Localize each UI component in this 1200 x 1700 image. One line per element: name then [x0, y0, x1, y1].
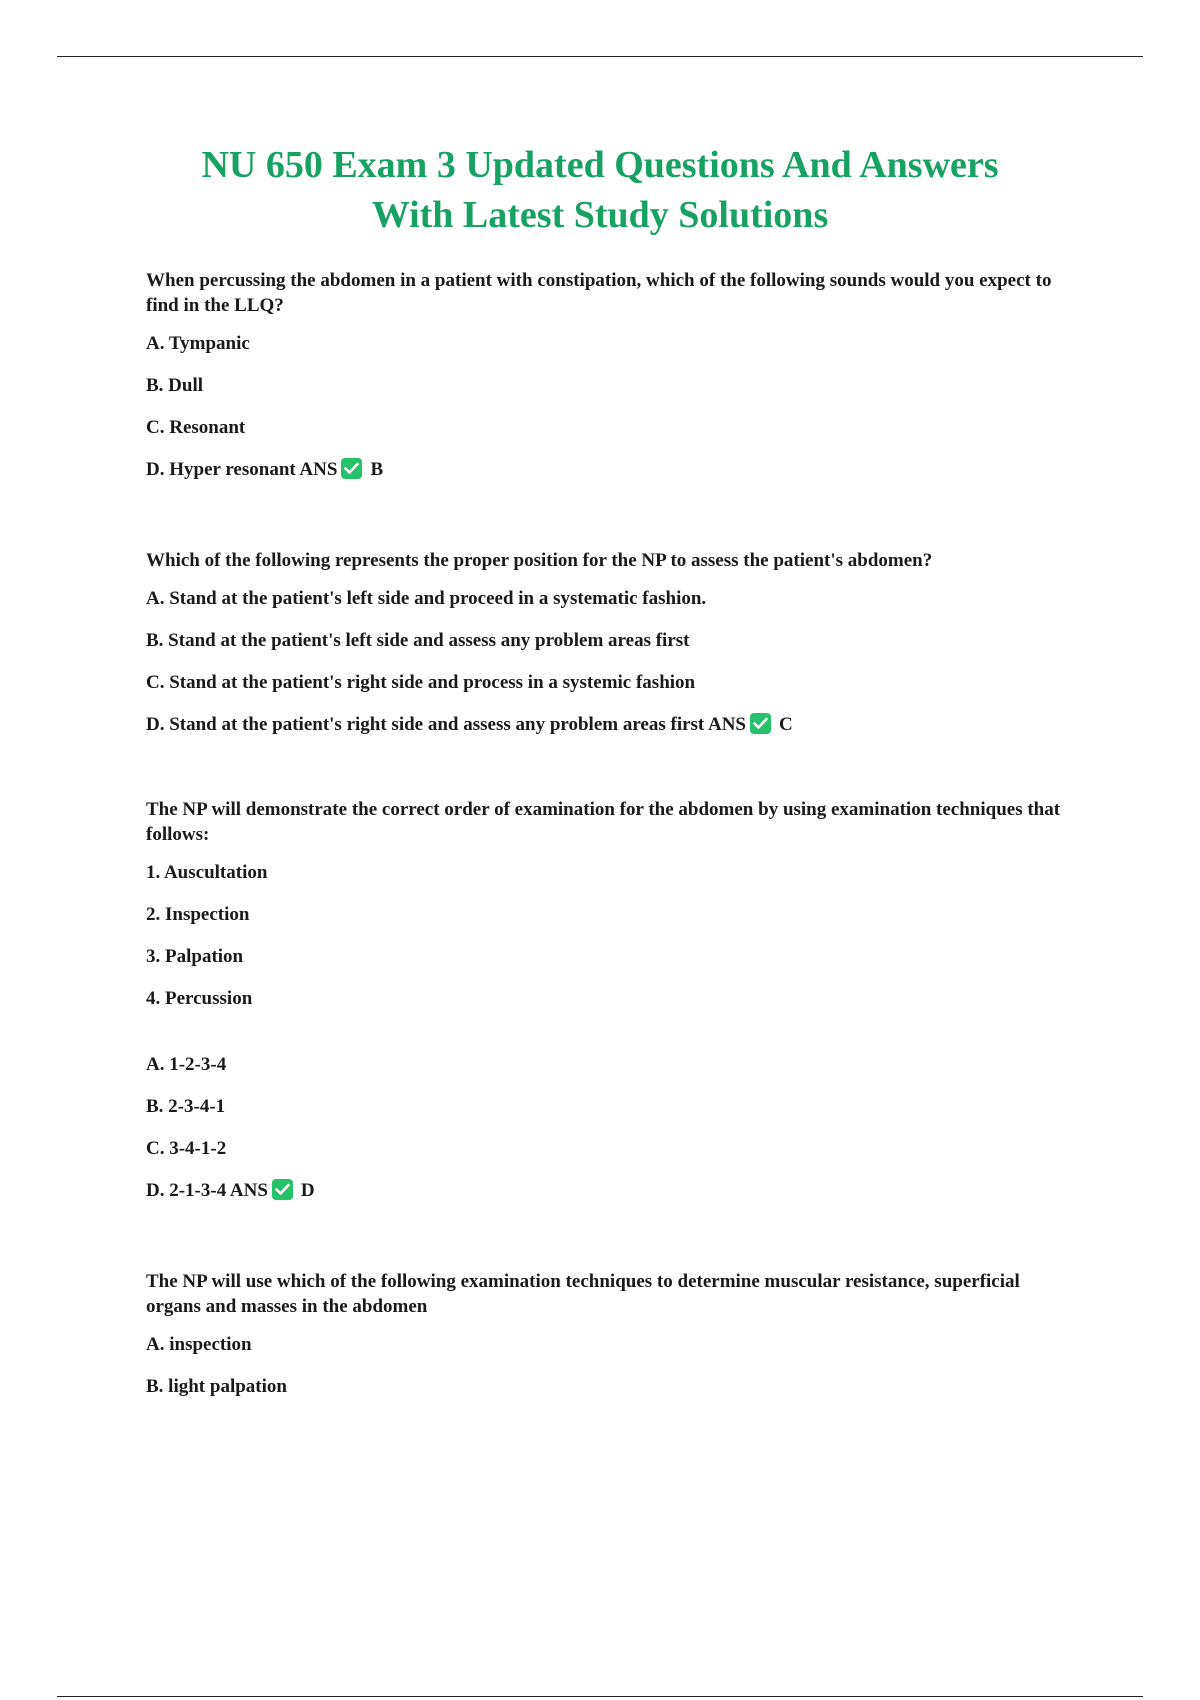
question-block-4 [146, 1269, 1076, 1399]
question-block-1 [146, 268, 1076, 482]
option: B. light palpation [146, 1376, 287, 1397]
answer-marker: ANS [229, 1180, 268, 1201]
checkmark-icon [341, 458, 362, 479]
option: D. Stand at the patient's right side and assess any problem areas first [146, 714, 705, 735]
option: A. Tympanic [146, 333, 250, 354]
document-body [146, 140, 1076, 1417]
question-text: The NP will demonstrate the correct order of examination for the abdomen by using examination techniques that follows: [146, 799, 1061, 845]
answer-line [146, 713, 1076, 737]
option: B. Dull [146, 375, 204, 396]
option: C. Resonant [146, 417, 246, 438]
checkmark-icon [750, 713, 771, 734]
answer-value: C [778, 714, 793, 735]
list-item: 3. Palpation [146, 946, 244, 967]
answer-marker: ANS [299, 459, 338, 480]
option: B. Stand at the patient's left side and assess any problem areas first [146, 630, 690, 651]
list-item: 1. Auscultation [146, 862, 268, 883]
question-text: When percussing the abdomen in a patient with constipation, which of the following sounds would you expect to find in the LLQ? [146, 270, 1052, 316]
top-rule [57, 56, 1143, 57]
bottom-rule [57, 1696, 1143, 1697]
option: A. 1-2-3-4 [146, 1054, 227, 1075]
question-block-2 [146, 548, 1076, 737]
option: D. Hyper resonant [146, 459, 296, 480]
title-line-2: With Latest Study Solutions [371, 194, 829, 236]
option: C. Stand at the patient's right side and process in a systemic fashion [146, 672, 696, 693]
answer-value: B [370, 459, 384, 480]
answer-line [146, 1179, 1076, 1203]
option: C. 3-4-1-2 [146, 1138, 227, 1159]
question-block-3 [146, 797, 1076, 1203]
option: B. 2-3-4-1 [146, 1096, 226, 1117]
option: A. Stand at the patient's left side and proceed in a systematic fashion. [146, 588, 707, 609]
list-item: 2. Inspection [146, 904, 250, 925]
answer-marker: ANS [707, 714, 746, 735]
answer-value: D [300, 1180, 315, 1201]
option: A. inspection [146, 1334, 252, 1355]
document-title [0, 140, 1200, 240]
option: D. 2-1-3-4 [146, 1180, 227, 1201]
title-line-1: NU 650 Exam 3 Updated Questions And Answers [201, 144, 999, 186]
answer-line [146, 458, 1076, 482]
question-text: Which of the following represents the proper position for the NP to assess the patient's abdomen? [146, 550, 933, 571]
question-text: The NP will use which of the following examination techniques to determine muscular resistance, superficial organs and masses in the abdomen [146, 1271, 1020, 1317]
checkmark-icon [272, 1179, 293, 1200]
list-item: 4. Percussion [146, 988, 253, 1009]
